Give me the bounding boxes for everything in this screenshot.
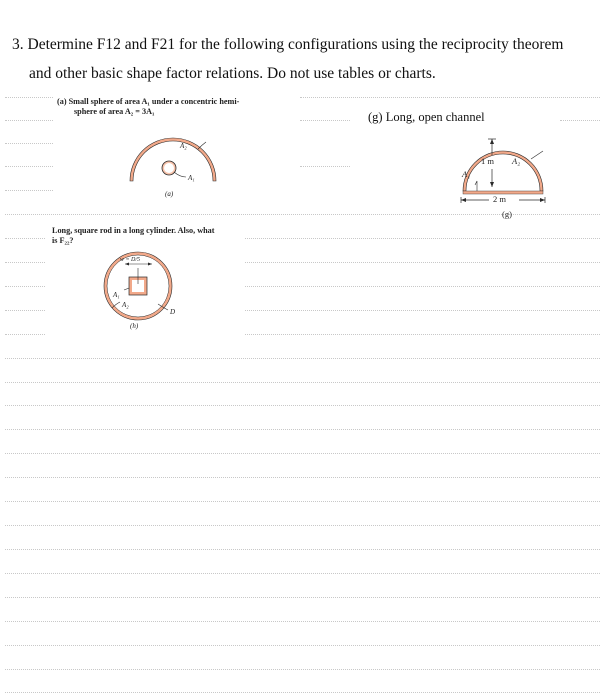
leader-g-a1	[475, 181, 477, 191]
part-g-sublabel: (g)	[502, 209, 512, 219]
dotted-line	[5, 525, 600, 526]
dotted-line	[5, 120, 53, 121]
dim-2m-arrow-left	[461, 198, 466, 202]
dim-1m-arrow-top	[490, 139, 494, 144]
dotted-line	[5, 238, 45, 239]
dotted-line	[5, 358, 600, 359]
part-g-label-a2: A₂	[512, 156, 521, 166]
question-line-2: and other basic shape factor relations. Do not use tables or charts.	[29, 65, 436, 82]
dotted-line	[5, 597, 600, 598]
part-g-label-1m: 1 m	[481, 156, 494, 166]
part-h-label-w: w = D/5	[120, 257, 141, 263]
dotted-line	[5, 143, 53, 144]
question-line-1: 3. Determine F12 and F21 for the following configurations using the reciprocity theorem	[12, 36, 564, 53]
sphere-hemisphere-figure	[120, 125, 230, 195]
part-h-label-a1: A₁	[113, 291, 120, 299]
dotted-line	[5, 262, 45, 263]
dotted-line	[245, 334, 600, 335]
dim-1m-arrow-bottom	[490, 182, 494, 187]
dotted-line	[300, 97, 600, 98]
part-h-label-d: D	[170, 308, 176, 316]
dotted-line	[5, 477, 600, 478]
part-g-label-a1: A₁	[462, 169, 471, 179]
dotted-line	[5, 286, 45, 287]
dotted-line	[300, 120, 350, 121]
dotted-line	[5, 166, 53, 167]
dotted-line	[5, 334, 45, 335]
part-g-label-2m: 2 m	[493, 194, 506, 204]
leader-a1	[174, 172, 186, 177]
dotted-line	[5, 429, 600, 430]
part-h-caption	[52, 226, 215, 246]
dotted-line	[5, 382, 600, 383]
dotted-line	[245, 262, 600, 263]
leader-a2	[198, 142, 206, 149]
dotted-line	[5, 310, 45, 311]
dotted-line	[245, 238, 600, 239]
dotted-line	[245, 310, 600, 311]
rod-cylinder-figure	[98, 250, 188, 340]
dotted-line	[5, 405, 600, 406]
dotted-line	[5, 621, 600, 622]
part-h-caption-line-2: is F₂₂?	[52, 236, 74, 245]
dotted-line	[5, 573, 600, 574]
dotted-line	[5, 97, 53, 98]
part-h-sublabel: (h)	[130, 322, 139, 330]
dotted-line	[300, 166, 350, 167]
part-a-caption-line-1: (a) Small sphere of area A₁ under a concentric hemi-	[57, 97, 240, 106]
dotted-line	[5, 501, 600, 502]
dotted-line	[5, 190, 53, 191]
part-a-label-a2: A₂	[180, 142, 187, 150]
part-a-caption-line-2: sphere of area A₂ = 3A₁	[74, 107, 155, 116]
dim-2m-arrow-right	[540, 198, 545, 202]
part-h-label-a2: A₂	[122, 301, 129, 309]
part-a-label-a1: A₁	[188, 174, 195, 182]
part-h-caption-line-1: Long, square rod in a long cylinder. Also, what	[52, 226, 215, 235]
question-text	[12, 30, 597, 88]
dotted-line	[5, 669, 600, 670]
dotted-line	[5, 453, 600, 454]
dotted-line	[560, 120, 600, 121]
dotted-line	[5, 645, 600, 646]
dotted-line	[5, 549, 600, 550]
dotted-line	[245, 286, 600, 287]
part-a-caption	[57, 97, 239, 117]
part-a-sublabel: (a)	[165, 190, 174, 198]
leader-g-a2	[531, 151, 543, 159]
dotted-line	[5, 692, 600, 693]
part-g-caption: (g) Long, open channel	[368, 110, 485, 124]
small-sphere-inner	[164, 163, 174, 173]
